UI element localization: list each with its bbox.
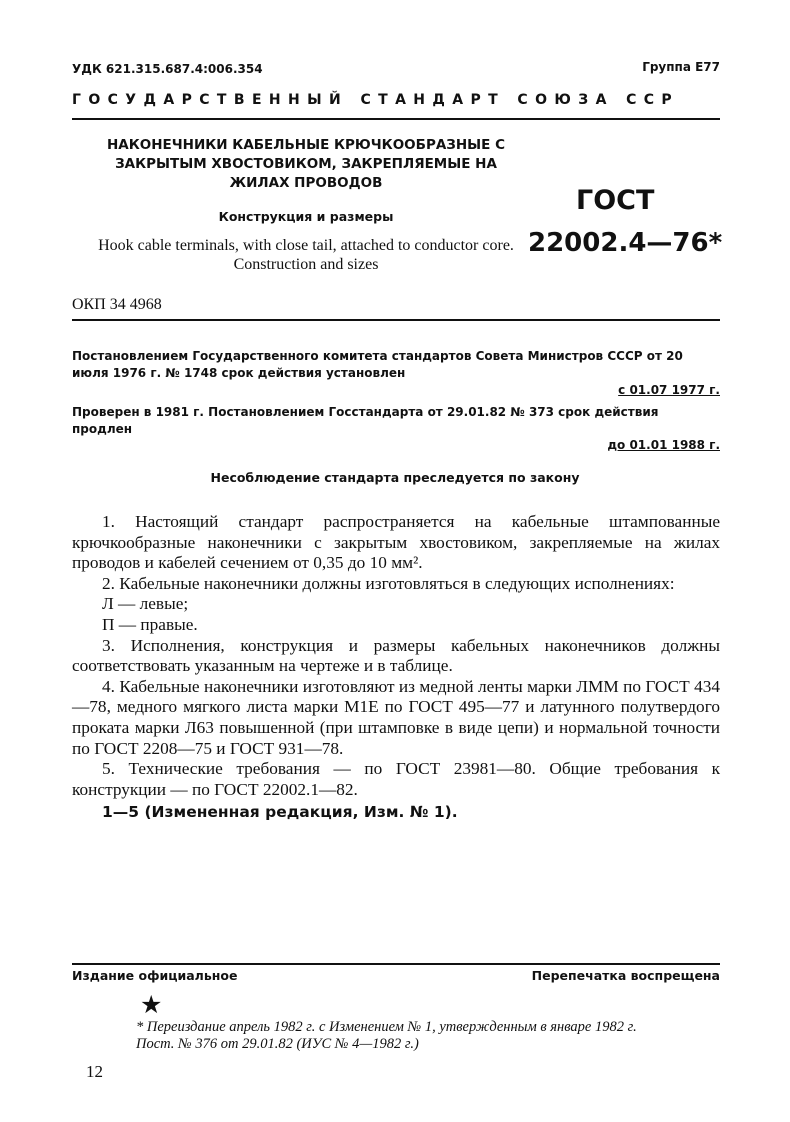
reprint-forbidden-label: Перепечатка воспрещена — [531, 968, 720, 983]
paragraph-right-variant: П — правые. — [102, 614, 198, 634]
review-text: Проверен в 1981 г. Постановлением Госстандарта от 29.01.82 № 373 срок действия продлен — [72, 405, 659, 436]
udc-code: УДК 621.315.687.4:006.354 — [72, 62, 263, 76]
paragraph-5: 5. Технические требования — по ГОСТ 23981—80. Общие требования к конструкции — по ГОСТ 22002.1—82. — [72, 759, 720, 799]
footer-divider — [72, 963, 720, 965]
english-title: Hook cable terminals, with close tail, attached to conductor core. Construction and sizes — [98, 237, 514, 273]
official-edition-label: Издание официальное — [72, 968, 238, 983]
star-icon: ★ — [140, 990, 163, 1019]
middle-divider — [72, 319, 720, 321]
paragraph-left-variant: Л — левые; — [102, 594, 189, 614]
amendment-note: 1—5 (Измененная редакция, Изм. № 1). — [102, 803, 458, 822]
state-standard-banner: ГОСУДАРСТВЕННЫЙ СТАНДАРТ СОЮЗА ССР — [72, 92, 680, 108]
paragraph-4: 4. Кабельные наконечники изготовляют из медной ленты марки ЛММ по ГОСТ 434—78, медного мягкого листа марки М1Е по ГОСТ 495—77 и латунного полутвердого проката марки Л63 повышенной (при штамповке в виде цепи) и нормальной точности по ГОСТ 2208—75 и ГОСТ 931—78. — [72, 676, 720, 758]
gost-number: 22002.4—76* — [528, 228, 723, 258]
document-title: НАКОНЕЧНИКИ КАБЕЛЬНЫЕ КРЮЧКООБРАЗНЫЕ С ЗАКРЫТЫМ ХВОСТОВИКОМ, ЗАКРЕПЛЯЕМЫЕ НА ЖИЛАХ ПРОВОДОВ — [106, 137, 506, 191]
extended-date: до 01.01 1988 г. — [607, 438, 720, 452]
page-number: 12 — [86, 1062, 103, 1081]
paragraph-2: 2. Кабельные наконечники должны изготовляться в следующих исполнениях: — [102, 573, 675, 593]
paragraph-3: 3. Исполнения, конструкция и размеры кабельных наконечников должны соответствовать указанным на чертеже и в таблице. — [72, 635, 720, 676]
legal-warning: Несоблюдение стандарта преследуется по закону — [210, 470, 580, 485]
reprint-note: * Переиздание апрель 1982 г. с Изменением № 1, утвержденным в январе 1982 г. Пост. № 376 от 29.01.82 (ИУС № 4—1982 г.) — [136, 1019, 637, 1052]
group-code: Группа Е77 — [642, 60, 720, 74]
effective-date: с 01.07 1977 г. — [618, 383, 720, 397]
paragraph-1: 1. Настоящий стандарт распространяется на кабельные штампованные крючкообразные наконечники с закрытым хвостовиком, закрепляемые на жилах проводов и кабелей сечением от 0,35 до 10 мм². — [72, 512, 720, 573]
document-subtitle: Конструкция и размеры — [218, 209, 394, 224]
top-divider — [72, 118, 720, 120]
okp-code: ОКП 34 4968 — [72, 296, 162, 313]
decree-text: Постановлением Государственного комитета стандартов Совета Министров СССР от 20 июля 1976 г. № 1748 срок действия установлен — [72, 349, 683, 380]
gost-label: ГОСТ — [576, 185, 655, 216]
document-body — [72, 512, 720, 823]
